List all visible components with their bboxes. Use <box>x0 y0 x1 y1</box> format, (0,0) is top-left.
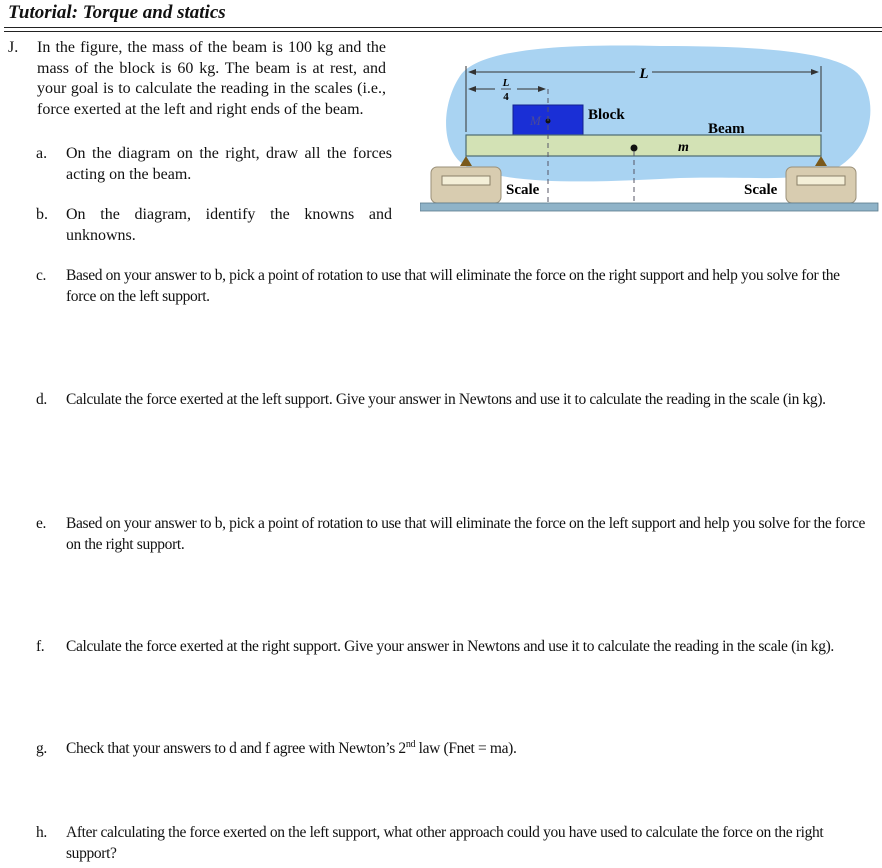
left-scale-label: Scale <box>506 182 540 198</box>
question-text-part: Check that your answers to d and f agree with Newton’s 2 <box>66 740 406 757</box>
problem-number: J. <box>8 39 19 56</box>
question-c <box>36 265 866 307</box>
beam <box>466 135 821 156</box>
question-text-part: law (Fnet = ma). <box>415 740 517 757</box>
question-label: f. <box>36 638 45 655</box>
page-title: Tutorial: Torque and statics <box>8 2 226 23</box>
block-label: Block <box>588 107 625 123</box>
question-text <box>66 738 866 759</box>
question-d <box>36 389 866 410</box>
question-label: e. <box>36 515 47 532</box>
question-text: After calculating the force exerted on the left support, what other approach could you have used to calculate the force on the right support? <box>66 824 824 862</box>
left-scale <box>431 167 501 203</box>
beam-mass-label: m <box>678 140 689 155</box>
question-text: Based on your answer to b, pick a point of rotation to use that will eliminate the force on the right support and help you solve for the force on the left support. <box>66 267 840 305</box>
question-e <box>36 513 866 555</box>
ordinal-superscript: nd <box>405 738 416 750</box>
problem-statement: In the figure, the mass of the beam is 100 kg and the mass of the block is 60 kg. The beam is at rest, and your goal is to calculate the reading in the scales (i.e., force exerted at the left and right ends of the beam. <box>37 39 386 118</box>
question-label: d. <box>36 391 47 408</box>
question-text: Calculate the force exerted at the left support. Give your answer in Newtons and use it to calculate the reading in the scale (in kg). <box>66 391 826 408</box>
title-rule-top <box>4 27 882 28</box>
question-label: g. <box>36 740 47 757</box>
problem-intro <box>8 38 386 120</box>
length-label: L <box>639 66 649 82</box>
question-f <box>36 636 866 657</box>
title-rule-bottom <box>4 31 882 32</box>
question-g <box>36 738 866 759</box>
question-label: c. <box>36 267 47 284</box>
quarter-length-denominator: 4 <box>503 91 509 103</box>
question-label: b. <box>36 206 48 223</box>
question-a <box>36 143 392 185</box>
question-text: On the diagram on the right, draw all the forces acting on the beam. <box>66 145 392 183</box>
beam-label: Beam <box>708 121 745 137</box>
cloud-background <box>446 45 870 181</box>
question-label: a. <box>36 145 48 162</box>
quarter-length-numerator: L <box>502 77 510 89</box>
question-text: Calculate the force exerted at the right support. Give your answer in Newtons and use it to calculate the reading in the scale (in kg). <box>66 638 834 655</box>
question-b <box>36 204 392 246</box>
question-text: Based on your answer to b, pick a point of rotation to use that will eliminate the force on the left support and help you solve for the force on the right support. <box>66 515 866 553</box>
right-scale-label: Scale <box>744 182 778 198</box>
floor <box>420 203 878 211</box>
block-mass-label: M <box>530 113 541 128</box>
question-h <box>36 822 866 864</box>
question-label: h. <box>36 824 47 841</box>
right-scale <box>786 167 856 203</box>
question-text: On the diagram, identify the knowns and unknowns. <box>66 206 392 244</box>
beam-diagram <box>420 36 882 216</box>
